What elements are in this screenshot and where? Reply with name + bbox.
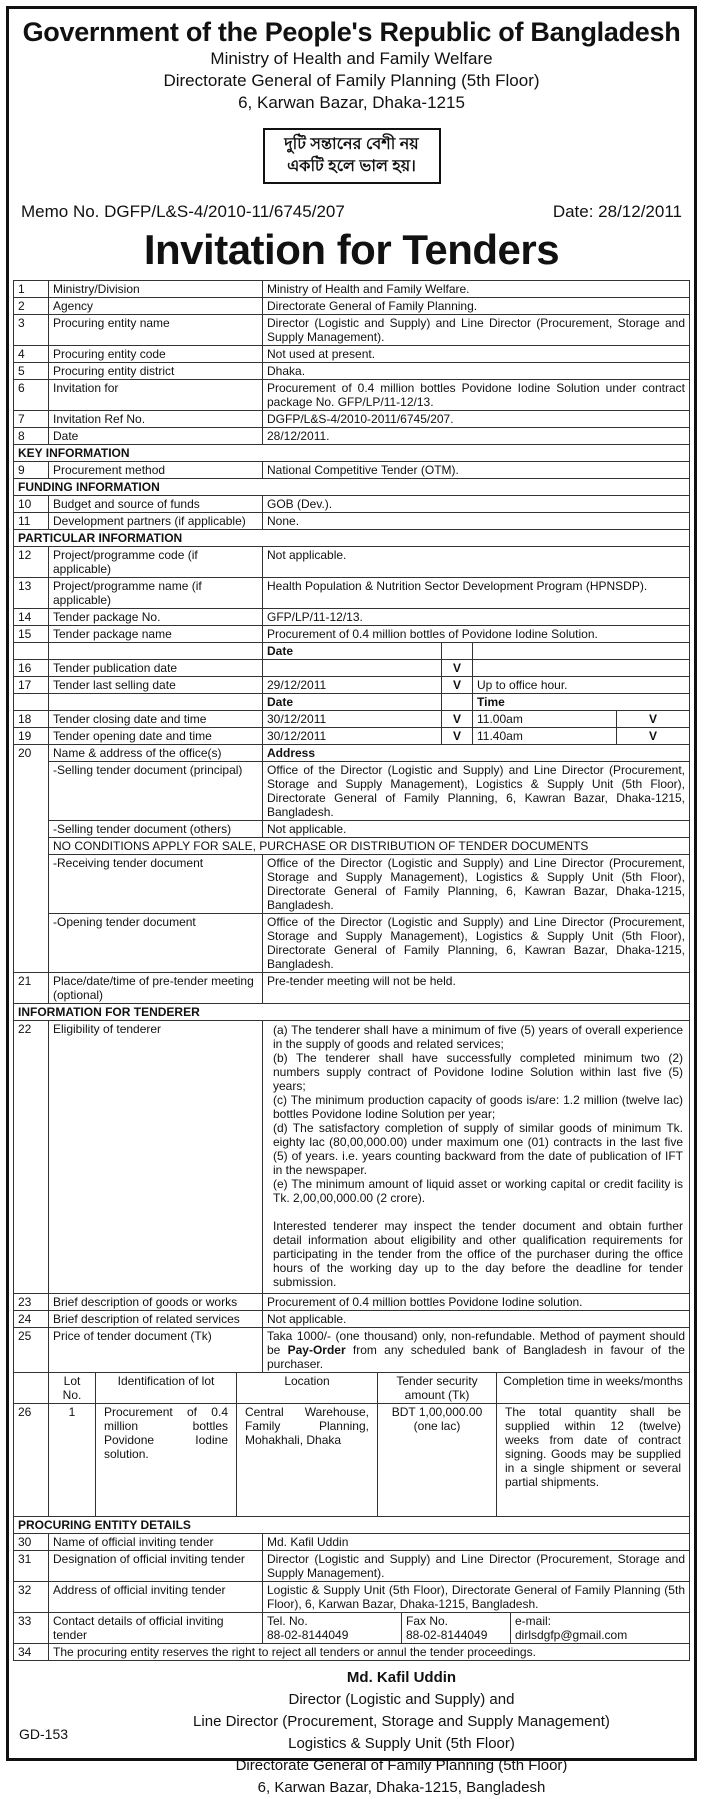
text-cell: 10	[14, 496, 49, 513]
address: 6, Karwan Bazar, Dhaka-1215	[238, 93, 465, 112]
text-cell: Identification of lot	[96, 1373, 237, 1404]
table-row	[14, 626, 690, 643]
text-cell: 14	[14, 609, 49, 626]
text-cell: 11.00am	[473, 711, 617, 727]
text-cell: NO CONDITIONS APPLY FOR SALE, PURCHASE OR DISTRIBUTION OF TENDER DOCUMENTS	[49, 838, 690, 855]
table-row	[14, 1373, 690, 1517]
text-cell: Procurement method	[49, 462, 263, 479]
text-cell: 33	[14, 1613, 49, 1644]
text-cell: Designation of official inviting tender	[49, 1551, 263, 1582]
text-cell: 2	[14, 298, 49, 315]
table-row	[14, 298, 690, 315]
text-cell: dirlsdgfp@gmail.com	[515, 1628, 628, 1642]
text-cell: Address of official inviting tender	[49, 1582, 263, 1613]
text-cell: Lot No.	[49, 1373, 96, 1404]
text-cell: Office of the Director (Logistic and Supply) and Line Director (Procurement, Storage and Supply Management), Logistics & Supply Unit (5th Floor), Directorate General of Family Planning, 6, Kawran Bazar, Dhaka-1215, Bangladesh.	[263, 762, 690, 821]
text-cell: Not applicable.	[263, 1311, 690, 1328]
section-heading	[14, 1004, 690, 1021]
text-cell: 30	[14, 1534, 49, 1551]
text-cell: 7	[14, 411, 49, 428]
text-cell: Budget and source of funds	[49, 496, 263, 513]
table-row	[14, 1294, 690, 1311]
text-cell: -Receiving tender document	[49, 855, 263, 914]
table-row	[14, 838, 690, 855]
text-cell: Pay-Order	[287, 1343, 346, 1357]
text-cell: Project/programme name (if applicable)	[49, 578, 263, 609]
text-cell: Contact details of official inviting tender	[49, 1613, 263, 1644]
tender-notice	[6, 6, 697, 1796]
text-cell: 22	[14, 1021, 49, 1294]
table-row	[14, 643, 690, 660]
text-cell: V	[442, 728, 473, 744]
text-cell: Tender publication date	[49, 660, 263, 677]
text-cell: V	[617, 728, 690, 744]
memo-date: Date: 28/12/2011	[552, 202, 682, 221]
text-cell: Date	[267, 644, 294, 658]
text-cell	[263, 660, 442, 676]
text-cell: 4	[14, 346, 49, 363]
text-cell: e-mail:	[515, 1614, 552, 1628]
signature-line: Director (Logistic and Supply) and	[288, 1691, 515, 1708]
table-row	[14, 346, 690, 363]
text-cell: Ministry of Health and Family Welfare.	[263, 281, 690, 298]
table-row	[14, 1644, 690, 1661]
text-cell: Taka 1000/- (one thousand) only, non-refundable. Method of payment should be	[267, 1329, 685, 1357]
text-cell: Central Warehouse, Family Planning, Mohakhali, Dhaka	[237, 1404, 378, 1517]
table-row	[14, 1328, 690, 1373]
text-cell: 11	[14, 513, 49, 530]
text-cell: from any scheduled bank of Bangladesh in favour of the purchaser.	[267, 1343, 685, 1371]
text-cell: 26	[14, 1404, 49, 1517]
text-cell: 31	[14, 1551, 49, 1582]
text-cell: FUNDING INFORMATION	[14, 479, 690, 496]
lots-header	[14, 1373, 689, 1404]
table-row	[14, 578, 690, 609]
family-planning-slogan	[263, 128, 441, 184]
text-cell: PROCURING ENTITY DETAILS	[14, 1517, 690, 1534]
text-cell: 17	[14, 677, 49, 694]
text-cell: (c) The minimum production capacity of goods is/are: 1.2 million (twelve lac) bottles Povidone Iodine Solution per year;	[273, 1093, 683, 1121]
table-row	[14, 315, 690, 346]
text-cell: Completion time in weeks/months	[503, 1374, 683, 1388]
text-cell: V	[442, 677, 473, 693]
table-row	[14, 694, 690, 711]
table-row	[14, 677, 690, 694]
table-row	[14, 728, 690, 745]
text-cell: Procuring entity district	[49, 363, 263, 380]
page-title: Invitation for Tenders	[143, 226, 560, 273]
text-cell: 88-02-8144049	[406, 1628, 488, 1642]
text-cell: 25	[14, 1328, 49, 1373]
slogan-line-1: দুটি সন্তানের বেশী নয়	[284, 136, 419, 153]
text-cell: Tender security amount (Tk)	[378, 1373, 497, 1404]
table-row	[14, 855, 690, 914]
text-cell: 24	[14, 1311, 49, 1328]
text-cell: GOB (Dev.).	[263, 496, 690, 513]
signature-line: Logistics & Supply Unit (5th Floor)	[288, 1735, 515, 1752]
text-cell: 9	[14, 462, 49, 479]
text-cell: Md. Kafil Uddin	[263, 1534, 690, 1551]
text-cell: 8	[14, 428, 49, 445]
text-cell: INFORMATION FOR TENDERER	[14, 1004, 690, 1021]
text-cell: Procurement of 0.4 million bottles Povidone Iodine Solution under contract package No. GFP/LP/11-12/13.	[263, 380, 690, 411]
table-row	[14, 513, 690, 530]
text-cell: Procurement of 0.4 million bottles Povidone Iodine solution.	[96, 1404, 237, 1517]
text-cell: V	[442, 660, 473, 676]
text-cell: 20	[14, 745, 49, 973]
text-cell: 5	[14, 363, 49, 380]
text-cell: Ministry/Division	[49, 281, 263, 298]
text-cell: (e) The minimum amount of liquid asset or working capital or credit facility is Tk. 2,00,00,000.00 (2 crore).	[273, 1177, 683, 1205]
text-cell: Tender package name	[49, 626, 263, 643]
table-row	[14, 1534, 690, 1551]
text-cell: Procurement of 0.4 million bottles of Povidone Iodine Solution.	[263, 626, 690, 643]
text-cell: Agency	[49, 298, 263, 315]
table-row	[14, 547, 690, 578]
text-cell: 21	[14, 973, 49, 1004]
table-row	[14, 914, 690, 973]
text-cell: Office of the Director (Logistic and Supply) and Line Director (Procurement, Storage and Supply Management), Logistics & Supply Unit (5th Floor), Directorate General of Family Planning, 6, Kawran Bazar, Dhaka-1215, Bangladesh.	[263, 855, 690, 914]
table-row	[14, 496, 690, 513]
text-cell: Invitation for	[49, 380, 263, 411]
text-cell: 23	[14, 1294, 49, 1311]
text-cell: Eligibility of tenderer	[49, 1021, 263, 1294]
text-cell: The procuring entity reserves the right to reject all tenders or annul the tender proceedings.	[49, 1644, 690, 1661]
table-row	[14, 973, 690, 1004]
text-cell: Logistic & Supply Unit (5th Floor), Directorate General of Family Planning (5th Floor), 6, Karwan Bazar, Dhaka-1215, Bangladesh.	[263, 1582, 690, 1613]
text-cell: 11.40am	[473, 728, 617, 744]
text-cell: Time	[473, 694, 690, 710]
text-cell: (a) The tenderer shall have a minimum of five (5) years of overall experience in the supply of goods and related services;	[273, 1023, 683, 1051]
text-cell: National Competitive Tender (OTM).	[263, 462, 690, 479]
text-cell: -Selling tender document (others)	[49, 821, 263, 838]
government-title: Government of the People's Republic of Bangladesh	[22, 17, 681, 47]
text-cell: 30/12/2011	[267, 729, 327, 743]
table-row	[14, 1551, 690, 1582]
text-cell: 6	[14, 380, 49, 411]
text-cell: Name & address of the office(s)	[49, 745, 263, 762]
text-cell: 88-02-8144049	[267, 1628, 349, 1642]
text-cell: Price of tender document (Tk)	[49, 1328, 263, 1373]
text-cell: KEY INFORMATION	[14, 445, 690, 462]
text-cell: (b) The tenderer shall have successfully completed minimum two (2) numbers supply contract of Povidone Iodine Solution within last five (5) years;	[273, 1051, 683, 1093]
text-cell: 34	[14, 1644, 49, 1661]
memo-number: Memo No. DGFP/L&S-4/2010-11/6745/207	[21, 202, 345, 221]
text-cell: -Selling tender document (principal)	[49, 762, 263, 821]
directorate: Directorate General of Family Planning (5th Floor)	[163, 71, 540, 90]
table-row	[14, 1311, 690, 1328]
text-cell: DGFP/L&S-4/2010-2011/6745/207.	[263, 411, 690, 428]
text-cell: 32	[14, 1582, 49, 1613]
text-cell: 12	[14, 547, 49, 578]
table-row	[14, 428, 690, 445]
memo-line	[9, 202, 694, 222]
text-cell: Office of the Director (Logistic and Supply) and Line Director (Procurement, Storage and Supply Management), Logistics & Supply Unit (5th Floor), Directorate General of Family Planning, 6, Kawran Bazar, Dhaka-1215, Bangladesh.	[263, 914, 690, 973]
text-cell: Interested tenderer may inspect the tender document and obtain further detail information about eligibility and other qualification requirements for participating in the tender from the office of the purchaser during the office hours of the working day up to the day before the deadline for tender submission.	[273, 1219, 683, 1289]
signatory-name: Md. Kafil Uddin	[346, 1669, 457, 1686]
text-cell: V	[442, 711, 473, 727]
text-cell: Invitation Ref No.	[49, 411, 263, 428]
table-row	[14, 762, 690, 821]
slogan-line-2: একটি হলে ভাল হয়।	[287, 158, 416, 175]
table-row	[14, 411, 690, 428]
text-cell: Tender opening date and time	[49, 728, 263, 745]
footer-code: GD-153	[19, 1726, 69, 1742]
text-cell: Fax No.	[406, 1614, 449, 1628]
text-cell: Procuring entity code	[49, 346, 263, 363]
text-cell: Health Population & Nutrition Sector Development Program (HPNSDP).	[263, 578, 690, 609]
text-cell: Brief description of related services	[49, 1311, 263, 1328]
text-cell: The total quantity shall be supplied within 12 (twelve) weeks from date of contract signing. Goods may be supplied in a single shipment or several partial shipments.	[497, 1404, 690, 1517]
text-cell: Location	[237, 1373, 378, 1404]
text-cell: Procurement of 0.4 million bottles Povidone Iodine solution.	[263, 1294, 690, 1311]
text-cell: Brief description of goods or works	[49, 1294, 263, 1311]
text-cell: Place/date/time of pre-tender meeting (optional)	[49, 973, 263, 1004]
text-cell: -Opening tender document	[49, 914, 263, 973]
tender-table	[13, 280, 690, 1661]
section-heading	[14, 479, 690, 496]
text-cell: Name of official inviting tender	[49, 1534, 263, 1551]
table-row	[14, 1021, 690, 1294]
section-heading	[14, 530, 690, 547]
table-row	[14, 363, 690, 380]
text-cell: Not used at present.	[263, 346, 690, 363]
text-cell: GFP/LP/11-12/13.	[263, 609, 690, 626]
text-cell: Tender last selling date	[49, 677, 263, 694]
text-cell: Director (Logistic and Supply) and Line Director (Procurement, Storage and Supply Management).	[263, 1551, 690, 1582]
text-cell: Directorate General of Family Planning.	[263, 298, 690, 315]
text-cell: Date	[267, 695, 294, 709]
table-row	[14, 660, 690, 677]
text-cell: PARTICULAR INFORMATION	[14, 530, 690, 547]
section-heading	[14, 445, 690, 462]
text-cell: (d) The satisfactory completion of supply of similar goods of minimum Tk. eighty lac (80,00,000.00) under maximum one (01) contracts in the last five (5) of years. i.e. years counting backward from the date of publication of IFT in the newspaper.	[273, 1121, 683, 1177]
text-cell: 29/12/2011	[267, 678, 327, 692]
lot-row	[14, 1404, 689, 1517]
ministry: Ministry of Health and Family Welfare	[210, 49, 493, 68]
header	[9, 17, 694, 114]
text-cell: 1	[49, 1404, 96, 1517]
signature-block	[9, 1667, 694, 1799]
text-cell: Procuring entity name	[49, 315, 263, 346]
text-cell: Pre-tender meeting will not be held.	[263, 973, 690, 1004]
text-cell: Date	[49, 428, 263, 445]
text-cell: 19	[14, 728, 49, 745]
text-cell: Development partners (if applicable)	[49, 513, 263, 530]
text-cell: 13	[14, 578, 49, 609]
text-cell: BDT 1,00,000.00 (one lac)	[378, 1404, 497, 1517]
signature-line: 6, Karwan Bazar, Dhaka-1215, Bangladesh	[257, 1779, 546, 1796]
section-heading	[14, 1517, 690, 1534]
text-cell: Not applicable.	[263, 547, 690, 578]
text-cell: 16	[14, 660, 49, 677]
table-row	[14, 1582, 690, 1613]
text-cell: 3	[14, 315, 49, 346]
text-cell: Up to office hour.	[473, 677, 690, 693]
text-cell: 18	[14, 711, 49, 728]
table-row	[14, 609, 690, 626]
text-cell: Director (Logistic and Supply) and Line Director (Procurement, Storage and Supply Management).	[263, 315, 690, 346]
text-cell: 1	[14, 281, 49, 298]
text-cell: 28/12/2011.	[263, 428, 690, 445]
table-row	[14, 462, 690, 479]
text-cell: Dhaka.	[263, 363, 690, 380]
text-cell: Address	[263, 745, 690, 762]
text-cell: None.	[263, 513, 690, 530]
text-cell: Project/programme code (if applicable)	[49, 547, 263, 578]
text-cell: V	[617, 711, 690, 727]
text-cell: 30/12/2011	[267, 712, 327, 726]
text-cell: Tender package No.	[49, 609, 263, 626]
table-row	[14, 711, 690, 728]
text-cell: Not applicable.	[263, 821, 690, 838]
text-cell: 15	[14, 626, 49, 643]
signature-line: Line Director (Procurement, Storage and Supply Management)	[193, 1713, 610, 1730]
signature-line: Directorate General of Family Planning (5th Floor)	[235, 1757, 568, 1774]
table-row	[14, 745, 690, 762]
table-row	[14, 281, 690, 298]
table-row	[14, 380, 690, 411]
table-row	[14, 821, 690, 838]
text-cell: Tender closing date and time	[49, 711, 263, 728]
table-row	[14, 1613, 690, 1644]
text-cell: Tel. No.	[267, 1614, 308, 1628]
